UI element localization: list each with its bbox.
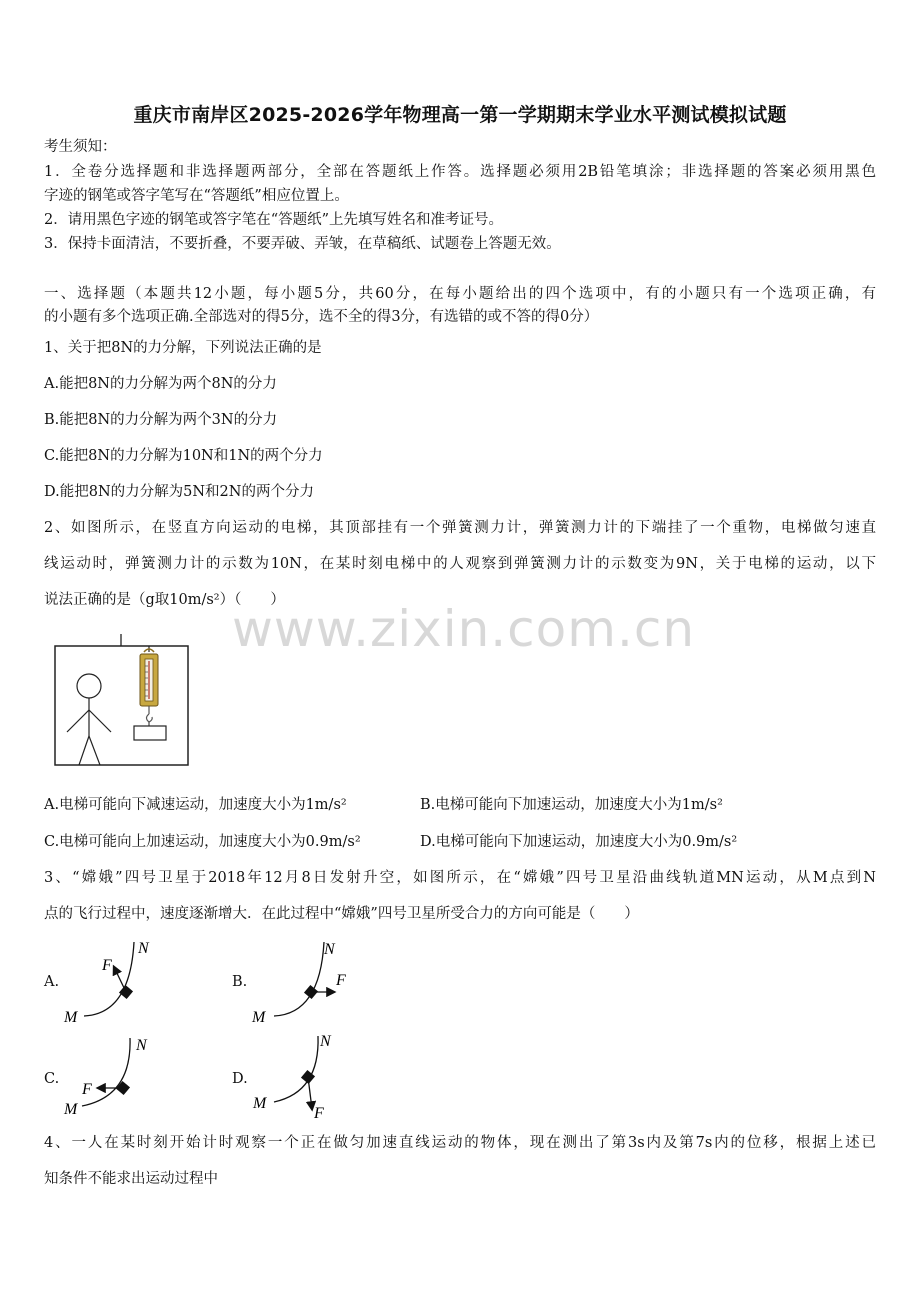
page-title: 重庆市南岸区2025-2026学年物理高一第一学期期末学业水平测试模拟试题: [133, 104, 787, 126]
notice-item-1-line-2: 字迹的钢笔或答字笔写在“答题纸”相应位置上。: [44, 188, 349, 204]
notice-item-1-line-1: 1．全卷分选择题和非选择题两部分，全部在答题纸上作答。选择题必须用2B铅笔填涂；非选择题的答案必须用黑色: [44, 164, 876, 180]
question-2-option-b: B.电梯可能向下加速运动，加速度大小为1m/s²: [420, 797, 723, 813]
question-2-line-1: 2、如图所示，在竖直方向运动的电梯，其顶部挂有一个弹簧测力计，弹簧测力计的下端挂了一个重物，电梯做匀速直: [44, 520, 876, 536]
point-m-label: M: [252, 1009, 266, 1026]
question-3-option-b-label: B.: [232, 974, 248, 990]
force-label: F: [314, 1105, 324, 1122]
weight-block: [134, 726, 166, 740]
point-n-label: N: [138, 940, 149, 957]
point-m-label: M: [64, 1101, 78, 1118]
question-3-option-c-label: C.: [44, 1071, 60, 1087]
question-3-line-2: 点的飞行过程中，速度逐渐增大．在此过程中“嫦娥”四号卫星所受合力的方向可能是（ ）: [44, 906, 639, 922]
orbit-diagram-d: [250, 1030, 360, 1124]
point-n-label: N: [136, 1037, 147, 1054]
question-4-line-2: 知条件不能求出运动过程中: [44, 1171, 218, 1187]
point-m-label: M: [64, 1009, 78, 1026]
question-2-line-3: 说法正确的是（g取10m/s²）（ ）: [44, 592, 285, 608]
notice-heading: 考生须知：: [44, 139, 117, 155]
elevator-diagram: [52, 634, 192, 768]
orbit-diagram-c: [60, 1034, 170, 1124]
watermark: www.zixin.com.cn: [232, 600, 696, 658]
orbit-diagram-b: [250, 938, 360, 1026]
notice-item-2: 2．请用黑色字迹的钢笔或答字笔在“答题纸”上先填写姓名和准考证号。: [44, 212, 504, 228]
question-2-option-d: D.电梯可能向下加速运动，加速度大小为0.9m/s²: [420, 834, 738, 850]
question-1-option-d: D.能把8N的力分解为5N和2N的两个分力: [44, 484, 314, 500]
question-4-line-1: 4、一人在某时刻开始计时观察一个正在做匀加速直线运动的物体，现在测出了第3s内及第7s内的位移，根据上述已: [44, 1135, 876, 1151]
question-2-option-a: A.电梯可能向下减速运动，加速度大小为1m/s²: [44, 797, 347, 813]
spring-scale-icon: [140, 646, 158, 726]
section-1-heading-line-1: 一、选择题（本题共12小题，每小题5分，共60分，在每小题给出的四个选项中，有的小题只有一个选项正确，有: [44, 286, 876, 302]
section-1-heading-line-2: 的小题有多个选项正确.全部选对的得5分，选不全的得3分，有选错的或不答的得0分）: [44, 309, 599, 325]
force-label: F: [82, 1081, 92, 1098]
question-3-line-1: 3、“嫦娥”四号卫星于2018年12月8日发射升空，如图所示，在“嫦娥”四号卫星沿曲线轨道MN运动，从M点到N: [44, 870, 876, 886]
question-2-option-c: C.电梯可能向上加速运动，加速度大小为0.9m/s²: [44, 834, 361, 850]
question-1-option-b: B.能把8N的力分解为两个3N的分力: [44, 412, 278, 428]
orbit-diagram-a: [60, 938, 170, 1026]
notice-item-3: 3．保持卡面清洁，不要折叠，不要弄破、弄皱，在草稿纸、试题卷上答题无效。: [44, 236, 561, 252]
point-m-label: M: [253, 1095, 267, 1112]
force-label: F: [336, 972, 346, 989]
force-label: F: [102, 957, 112, 974]
question-3-option-d-label: D.: [232, 1071, 248, 1087]
question-1-option-c: C.能把8N的力分解为10N和1N的两个分力: [44, 448, 323, 464]
question-1-stem: 1、关于把8N的力分解，下列说法正确的是: [44, 340, 322, 356]
point-n-label: N: [324, 941, 335, 958]
point-n-label: N: [320, 1033, 331, 1050]
question-1-option-a: A.能把8N的力分解为两个8N的分力: [44, 376, 277, 392]
question-2-line-2: 线运动时，弹簧测力计的示数为10N，在某时刻电梯中的人观察到弹簧测力计的示数变为9N，关于电梯的运动，以下: [44, 556, 876, 572]
question-3-option-a-label: A.: [44, 974, 60, 990]
person-figure: [67, 674, 111, 765]
